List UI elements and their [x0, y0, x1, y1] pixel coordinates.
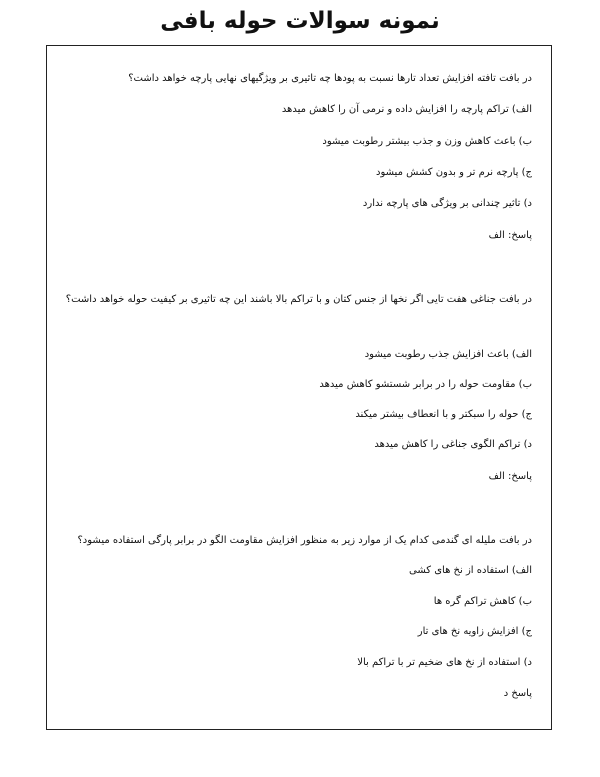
option-d: د) تاثیر چندانی بر ویژگی های پارچه ندارد [362, 198, 532, 209]
page-title: نمونه سوالات حوله بافی [160, 8, 440, 34]
option-c: ج) حوله را سبکتر و با انعطاف بیشتر میکند [355, 409, 532, 420]
question-text: در بافت تافته افزایش تعداد تارها نسبت به پودها چه تاثیری بر ویژگیهای نهایی پارچه خواهد داشت؟ [128, 73, 532, 84]
option-c: ج) پارچه نرم تر و بدون کشش میشود [376, 167, 532, 178]
answer: پاسخ د [503, 688, 532, 699]
question-text: در بافت ملیله ای گندمی کدام یک از موارد زیر به منظور افزایش مقاومت الگو در برابر پارگی استفاده میشود؟ [77, 535, 532, 546]
question-text: در بافت جناغی هفت تایی اگر نخها از جنس کتان و با تراکم بالا باشند این چه تاثیری بر کیفیت حوله خواهد داشت؟ [65, 294, 532, 305]
option-b: ب) مقاومت حوله را در برابر شستشو کاهش میدهد [319, 379, 532, 390]
option-a: الف) باعث افزایش جذب رطوبت میشود [364, 349, 532, 360]
option-c: ج) افزایش زاویه نخ های تار [417, 626, 532, 637]
option-d: د) استفاده از نخ های ضخیم تر با تراکم بالا [357, 657, 532, 668]
option-b: ب) کاهش تراکم گره ها [433, 596, 532, 607]
option-a: الف) استفاده از نخ های کشی [409, 565, 532, 576]
option-d: د) تراکم الگوی جناغی را کاهش میدهد [374, 439, 532, 450]
option-b: ب) باعث کاهش وزن و جذب بیشتر رطوبت میشود [322, 136, 532, 147]
option-a: الف) تراکم پارچه را افزایش داده و نرمی آن را کاهش میدهد [281, 104, 532, 115]
answer: پاسخ: الف [488, 471, 532, 482]
answer: پاسخ: الف [488, 230, 532, 241]
